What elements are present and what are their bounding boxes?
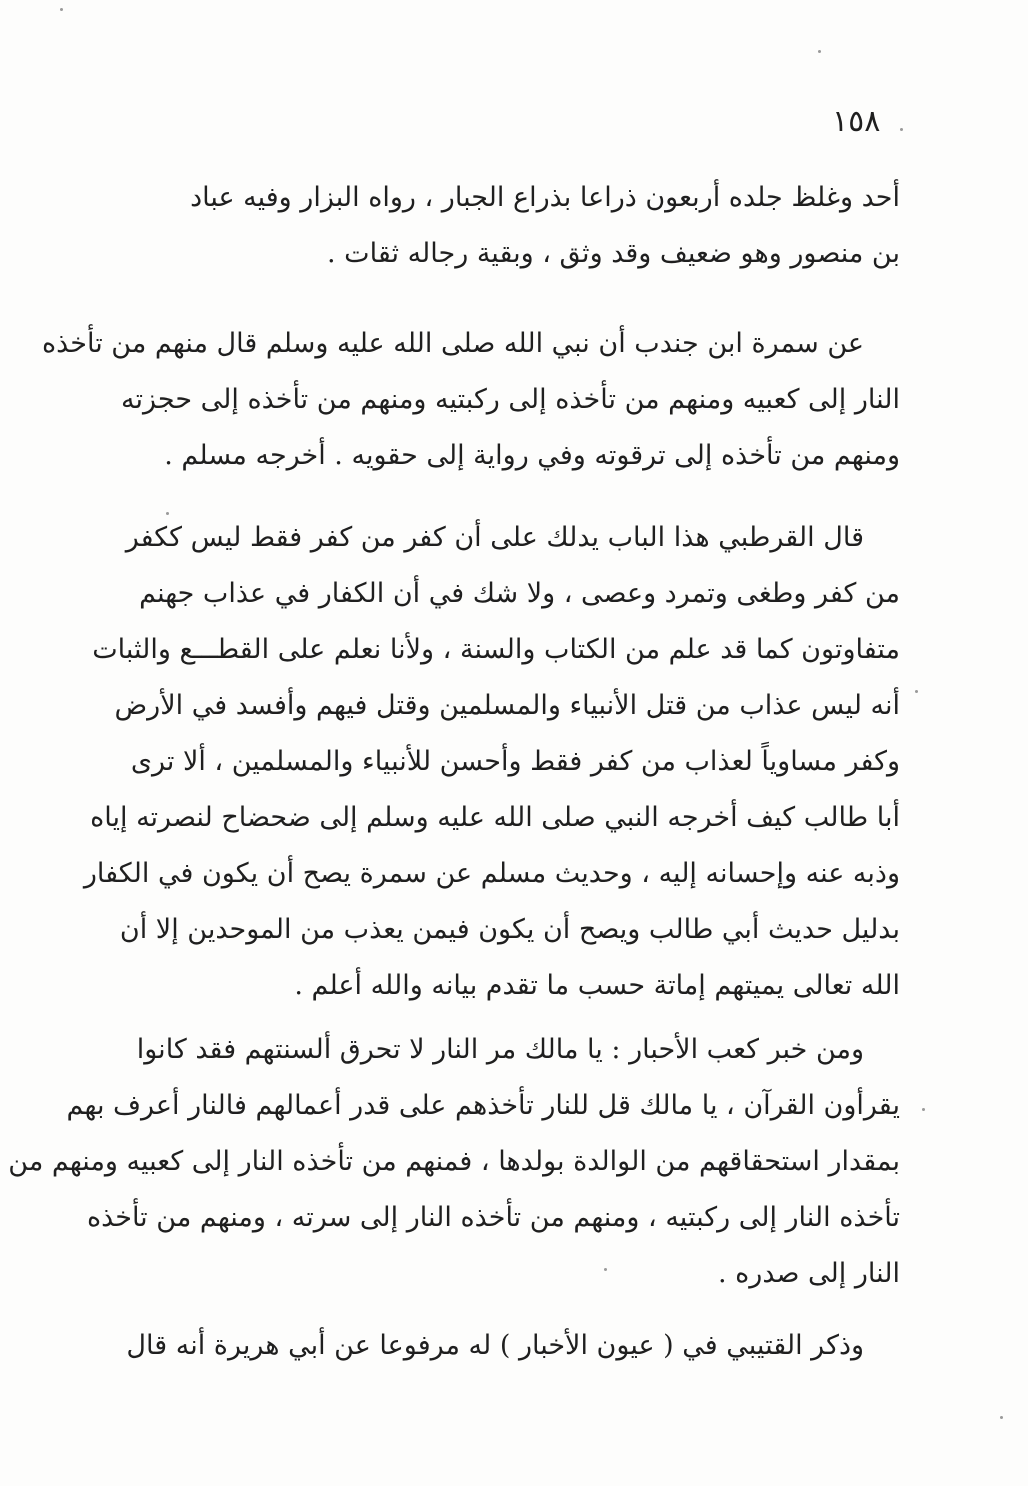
paragraph-5	[126, 1318, 900, 1374]
text-line: من كفر وطغى وتمرد وعصى ، ولا شك في أن الكفار في عذاب جهنم	[139, 578, 900, 609]
scan-speck	[922, 1108, 925, 1111]
paragraph-1	[180, 170, 900, 282]
scan-speck	[818, 50, 821, 53]
scan-speck	[166, 512, 169, 515]
text-line: وذبه عنه وإحسانه إليه ، وحديث مسلم عن سمرة يصح أن يكون في الكفار	[83, 858, 900, 889]
text-line: وكفر مساوياً لعذاب من كفر فقط وأحسن للأنبياء والمسلمين ، ألا ترى	[130, 746, 900, 777]
scan-speck	[1000, 1416, 1003, 1419]
text-line: تأخذه النار إلى ركبتيه ، ومنهم من تأخذه النار إلى سرته ، ومنهم من تأخذه	[86, 1202, 900, 1233]
text-line: بدليل حديث أبي طالب ويصح أن يكون فيمن يعذب من الموحدين إلا أن	[119, 914, 900, 945]
text-line: وذكر القتيبي في ( عيون الأخبار ) له مرفوعا عن أبي هريرة أنه قال	[126, 1330, 864, 1361]
text-line: ومنهم من تأخذه إلى ترقوته وفي رواية إلى حقويه . أخرجه مسلم .	[164, 440, 900, 471]
text-line: أبا طالب كيف أخرجه النبي صلى الله عليه وسلم إلى ضحضاح لنصرته إياه	[90, 802, 900, 833]
text-line: ومن خبر كعب الأحبار : يا مالك مر النار لا تحرق ألسنتهم فقد كانوا	[136, 1034, 864, 1065]
scan-speck	[60, 8, 63, 11]
paragraph-4	[8, 1022, 900, 1302]
text-line: النار إلى صدره .	[718, 1258, 900, 1289]
paragraph-2	[41, 316, 900, 484]
text-line: الله تعالى يميتهم إماتة حسب ما تقدم بيانه والله أعلم .	[294, 970, 900, 1001]
text-line: بن منصور وهو ضعيف وقد وثق ، وبقية رجاله ثقات .	[327, 238, 900, 269]
text-line: أنه ليس عذاب من قتل الأنبياء والمسلمين وقتل فيهم وأفسد في الأرض	[114, 690, 900, 721]
text-line: بمقدار استحقاقهم من الوالدة بولدها ، فمنهم من تأخذه النار إلى كعبيه ومنهم من	[8, 1146, 900, 1177]
scan-speck	[915, 690, 918, 693]
scan-speck	[900, 128, 903, 131]
text-line: قال القرطبي هذا الباب يدلك على أن كفر من كفر فقط ليس ككفر	[125, 522, 864, 553]
scan-speck	[604, 1268, 607, 1271]
text-line: أحد وغلظ جلده أربعون ذراعا بذراع الجبار ، رواه البزار وفيه عباد	[190, 182, 900, 213]
text-line: متفاوتون كما قد علم من الكتاب والسنة ، ولأنا نعلم على القطـــع والثبات	[92, 634, 900, 665]
text-line: النار إلى كعبيه ومنهم من تأخذه إلى ركبتيه ومنهم من تأخذه إلى حجزته	[121, 384, 900, 415]
text-line: عن سمرة ابن جندب أن نبي الله صلى الله عليه وسلم قال منهم من تأخذه	[41, 328, 864, 359]
paragraph-3	[83, 510, 900, 1014]
text-line: يقرأون القرآن ، يا مالك قل للنار تأخذهم على قدر أعمالهم فالنار أعرف بهم	[66, 1090, 900, 1121]
page-number: ١٥٨	[832, 104, 881, 139]
